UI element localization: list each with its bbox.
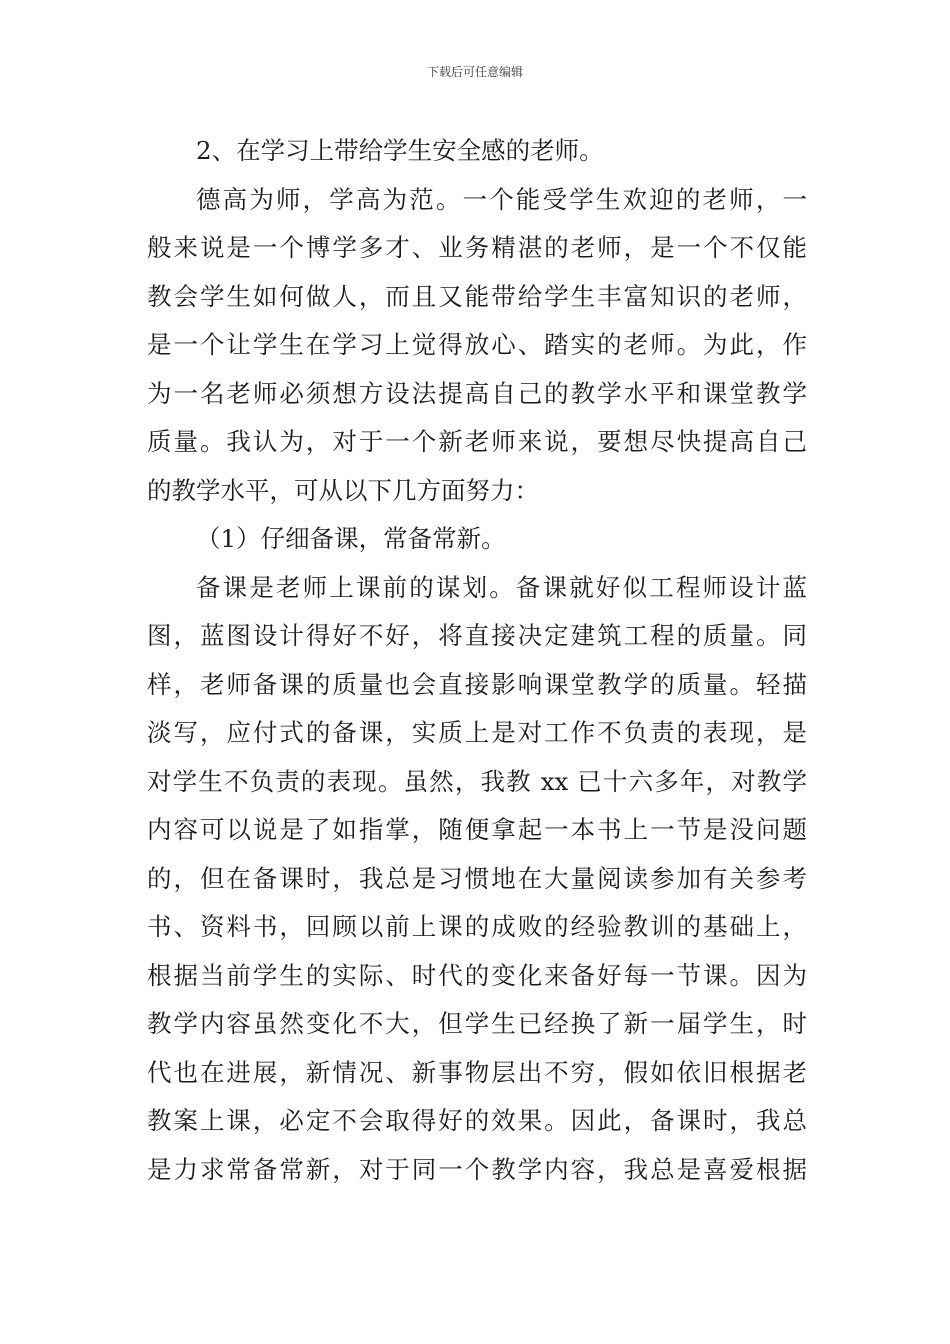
text-line: 内容可以说是了如指掌，随便拿起一本书上一节是没问题 — [147, 815, 807, 844]
text-line: 代也在进展，新情况、新事物层出不穷，假如依旧根据老 — [147, 1057, 807, 1087]
text-line: 淡写，应付式的备课，实质上是对工作不负责的表现，是 — [147, 718, 807, 747]
page-header-note: 下载后可任意编辑 — [426, 65, 523, 79]
text-line: 德高为师，学高为范。一个能受学生欢迎的老师，一 — [196, 184, 807, 214]
text-line: 的，但在备课时，我总是习惯地在大量阅读参加有关参考 — [147, 863, 807, 893]
text-line: （1）仔细备课，常备常新。 — [196, 524, 506, 553]
text-line: 根据当前学生的实际、时代的变化来备好每一节课。因为 — [147, 960, 807, 990]
text-line: 样，老师备课的质量也会直接影响课堂教学的质量。轻描 — [147, 669, 807, 699]
text-line: 教会学生如何做人，而且又能带给学生丰富知识的老师， — [147, 281, 807, 311]
text-line: 对学生不负责的表现。虽然，我教 xx 已十六多年，对教学 — [147, 766, 807, 796]
text-line: 是力求常备常新，对于同一个教学内容，我总是喜爱根据 — [147, 1154, 807, 1184]
text-line: 书、资料书，回顾以前上课的成败的经验教训的基础上， — [147, 912, 807, 941]
text-line: 2、在学习上带给学生安全感的老师。 — [196, 136, 604, 165]
text-line: 图，蓝图设计得好不好，将直接决定建筑工程的质量。同 — [147, 621, 807, 650]
text-line: 的教学水平，可从以下几方面努力： — [147, 475, 539, 505]
text-line: 质量。我认为，对于一个新老师来说，要想尽快提高自己 — [147, 427, 807, 456]
text-line: 般来说是一个博学多才、业务精湛的老师，是一个不仅能 — [147, 233, 807, 262]
text-line: 教学内容虽然变化不大，但学生已经换了新一届学生，时 — [147, 1009, 807, 1038]
text-line: 教案上课，必定不会取得好的效果。因此，备课时，我总 — [147, 1106, 807, 1135]
document-body — [147, 127, 807, 1194]
text-line: 备课是老师上课前的谋划。备课就好似工程师设计蓝 — [196, 572, 807, 602]
text-line: 为一名老师必须想方设法提高自己的教学水平和课堂教学 — [147, 378, 807, 408]
text-line: 是一个让学生在学习上觉得放心、踏实的老师。为此，作 — [147, 330, 807, 359]
